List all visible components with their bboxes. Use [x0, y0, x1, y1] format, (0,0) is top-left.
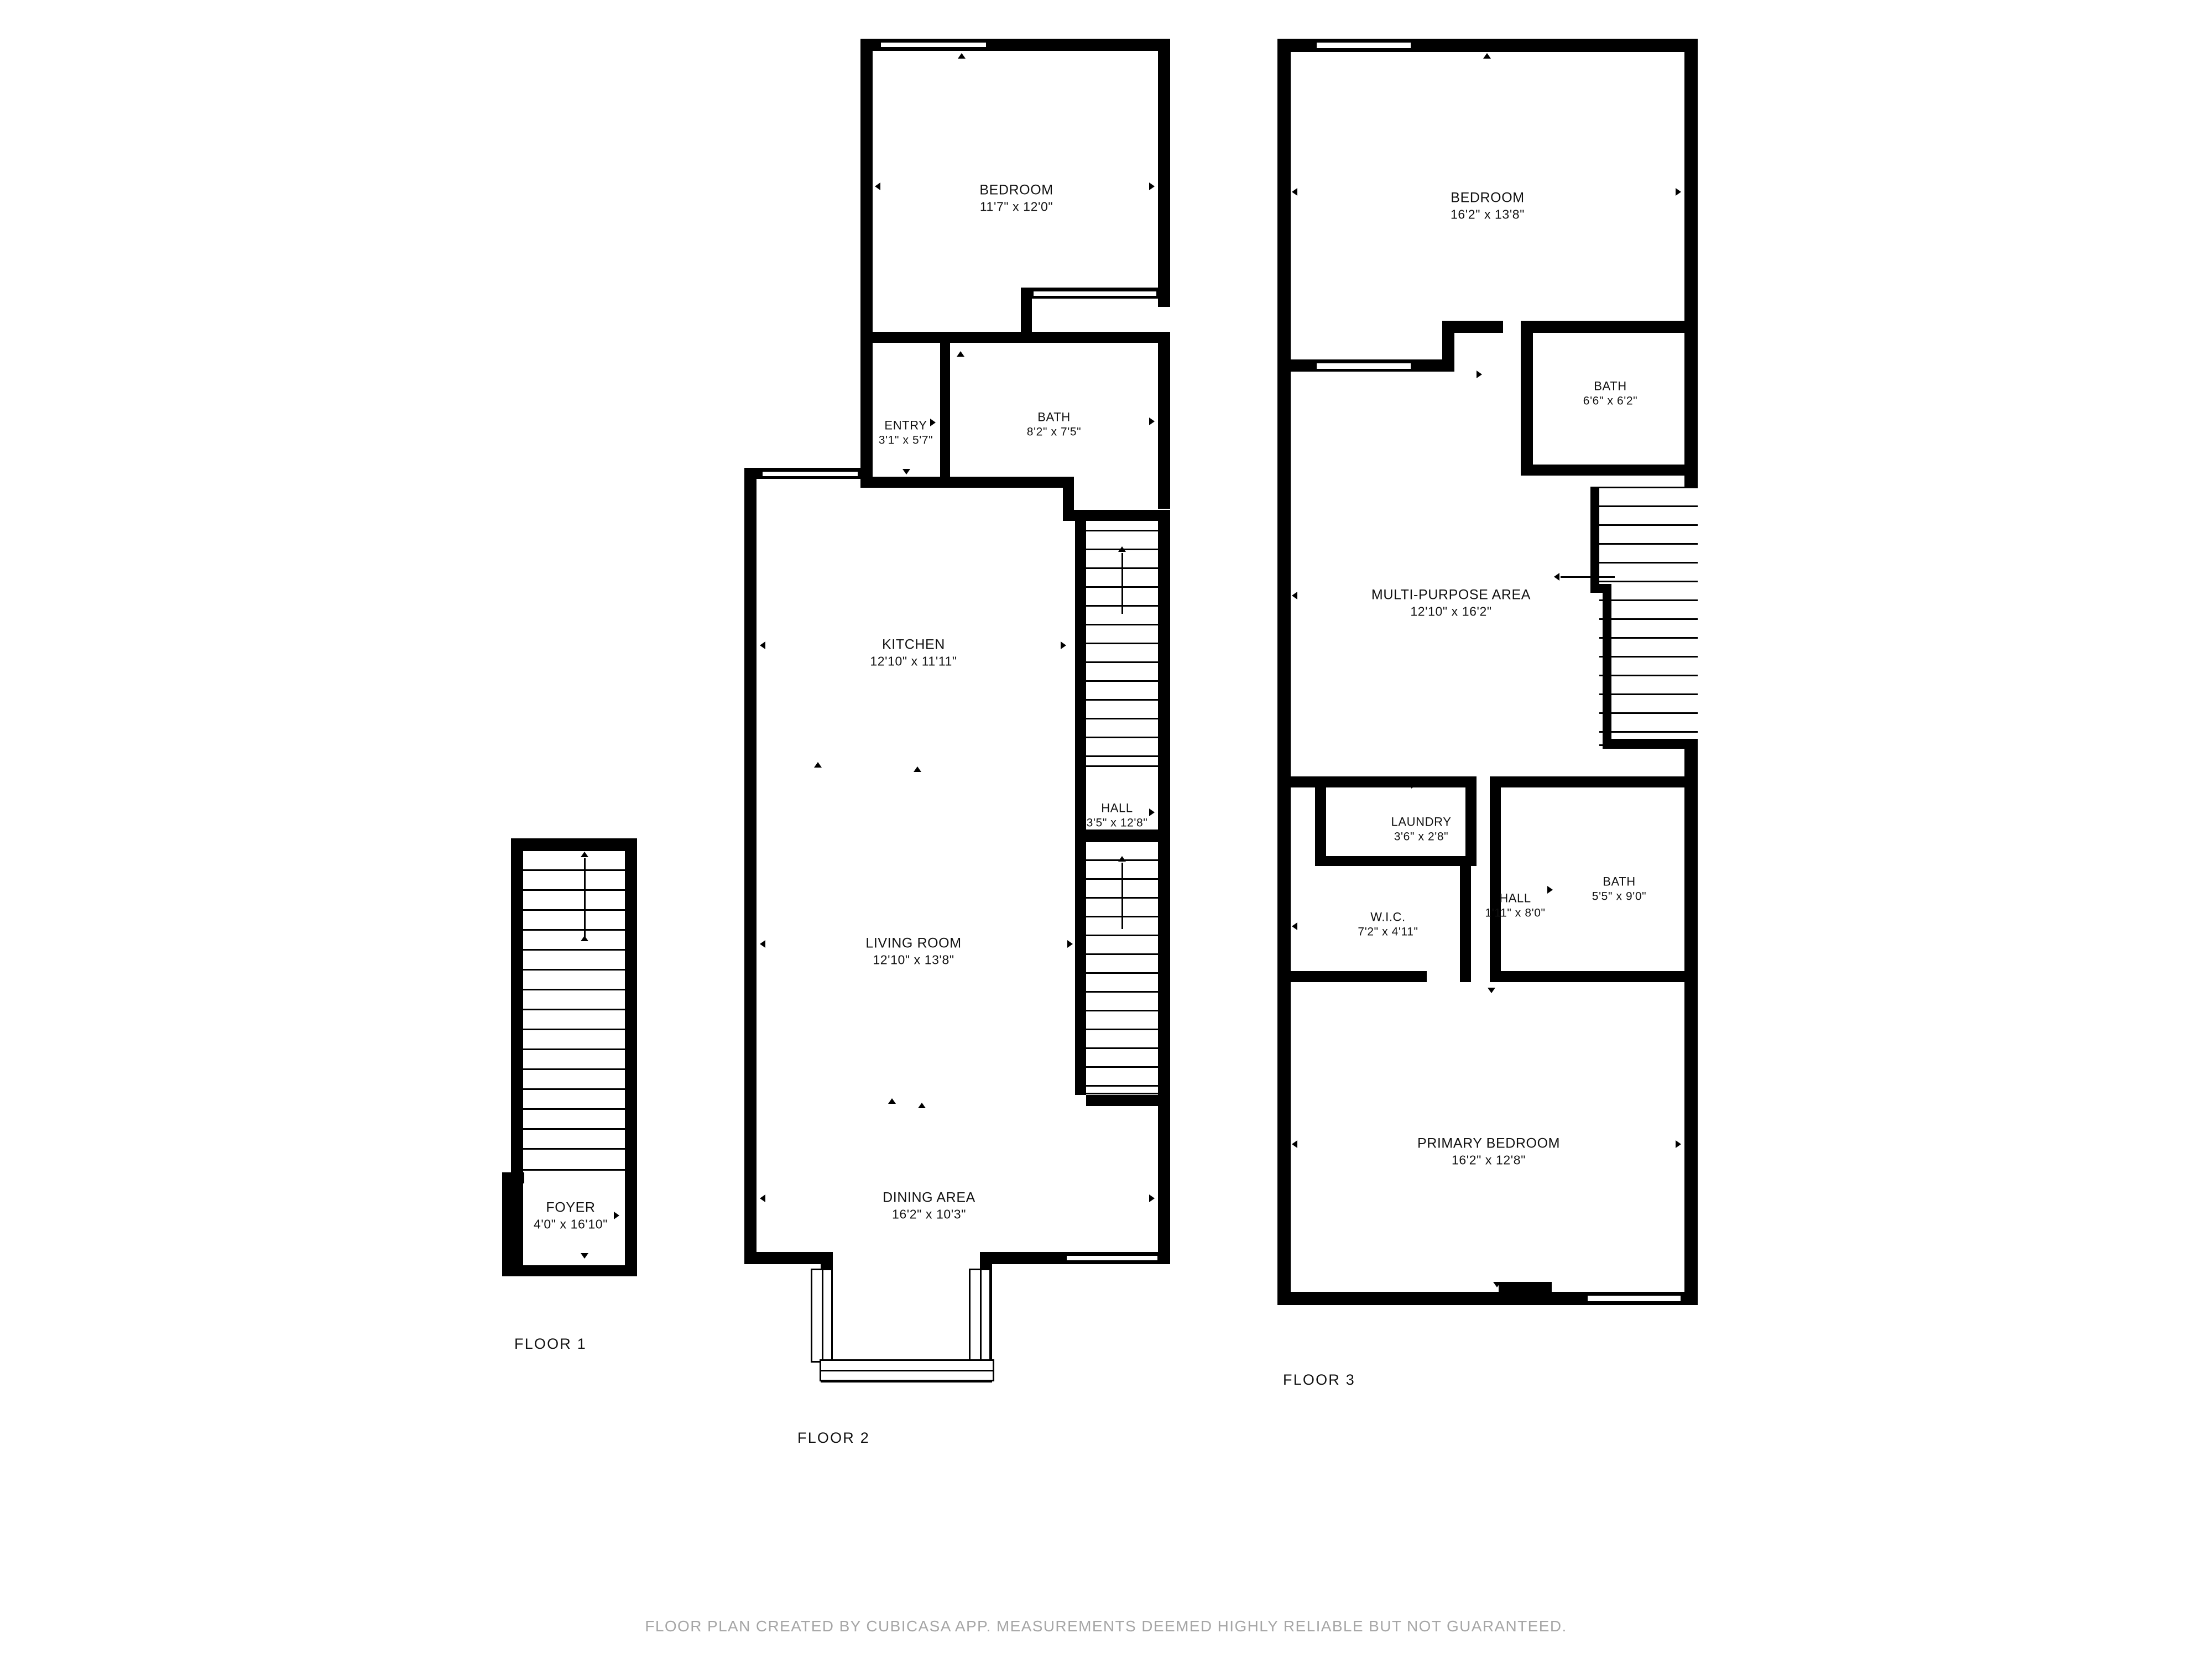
stair-direction-arrow [1121, 863, 1123, 929]
wall [860, 359, 873, 362]
wall [860, 343, 873, 487]
window [761, 470, 859, 478]
room-dims: 12'10" x 13'8" [873, 952, 954, 967]
dimension-tick [814, 762, 822, 768]
dimension-tick [1149, 1194, 1155, 1202]
room-name: KITCHEN [882, 637, 945, 653]
dimension-tick [760, 1194, 765, 1202]
wall [502, 1172, 524, 1183]
dimension-tick [1676, 1140, 1681, 1148]
dimension-tick [1292, 922, 1297, 930]
wall [1315, 776, 1326, 865]
room-label-kitchen [870, 635, 957, 669]
wall [1277, 971, 1427, 982]
dimension-tick [1061, 641, 1066, 649]
room-label-entry-f2 [879, 418, 933, 448]
dimension-tick [1149, 182, 1155, 190]
stair-direction-arrow-head [1118, 856, 1126, 862]
room-name: HALL [1499, 891, 1531, 905]
wall [940, 343, 950, 487]
wall [744, 1252, 833, 1264]
footer-disclaimer: FLOOR PLAN CREATED BY CUBICASA APP. MEASUREMENTS DEEMED HIGHLY RELIABLE BUT NOT GUARANTEED. [645, 1618, 1567, 1635]
room-dims: 16'2" x 13'8" [1451, 207, 1525, 222]
dimension-tick [1149, 418, 1155, 425]
room-name: PRIMARY BEDROOM [1417, 1135, 1561, 1151]
dimension-tick [1292, 1140, 1297, 1148]
room-label-bath-lower-f3 [1592, 874, 1646, 904]
wall [744, 468, 757, 1264]
room-label-wic [1358, 909, 1418, 940]
wall [1460, 866, 1471, 982]
dimension-tick [1292, 592, 1297, 599]
wall [860, 39, 873, 343]
wall [954, 332, 1170, 343]
room-name: BEDROOM [1451, 190, 1525, 206]
wall [1315, 856, 1477, 866]
room-name: BATH [1594, 379, 1627, 393]
room-label-primary-bedroom [1417, 1134, 1560, 1168]
stair-direction-arrow-head [1554, 573, 1559, 581]
room-name: BEDROOM [979, 182, 1053, 198]
room-dims: 1'11" x 8'0" [1485, 906, 1546, 920]
dimension-tick [1676, 188, 1681, 196]
room-label-living-room [865, 934, 961, 968]
dimension-tick [1149, 808, 1155, 816]
wall [502, 1265, 637, 1276]
wall [940, 477, 1073, 488]
dimension-tick [1547, 886, 1553, 894]
dimension-tick [1411, 781, 1417, 789]
wall [1603, 584, 1611, 748]
room-dims: 3'5" x 12'8" [1086, 816, 1148, 830]
wall [511, 838, 637, 849]
wall [1086, 830, 1170, 841]
room-name: MULTI-PURPOSE AREA [1371, 587, 1531, 603]
stair-direction-arrow [1121, 553, 1123, 614]
wall [1277, 776, 1477, 787]
window-mullion [820, 1370, 994, 1371]
window [1315, 362, 1412, 371]
window [879, 41, 988, 49]
wall [1158, 520, 1170, 1263]
dimension-tick [760, 940, 765, 948]
room-label-bath-upper-f3 [1583, 378, 1637, 409]
room-label-hall-f2 [1087, 800, 1148, 831]
dimension-tick [614, 1212, 619, 1219]
room-label-dining-area [883, 1188, 975, 1222]
wall [1521, 321, 1698, 333]
room-dims: 16'2" x 10'3" [892, 1207, 966, 1222]
dimension-tick [1477, 371, 1482, 378]
wall [502, 1172, 513, 1267]
room-label-hall-f3 [1485, 890, 1545, 921]
dimension-tick [902, 469, 910, 474]
wall [1086, 1095, 1170, 1106]
wall [1063, 510, 1170, 521]
dimension-tick [514, 1212, 520, 1219]
room-dims: 11'7" x 12'0" [979, 199, 1053, 214]
wall [860, 477, 951, 488]
room-dims: 3'6" x 2'8" [1394, 830, 1449, 843]
stair-direction-arrow-head [1118, 546, 1126, 552]
room-dims: 6'6" x 6'2" [1583, 394, 1638, 408]
stair-direction-arrow [1561, 576, 1615, 578]
dimension-tick [918, 1103, 926, 1108]
wall [1075, 520, 1086, 1095]
wall [860, 332, 954, 343]
room-name: LIVING ROOM [865, 935, 962, 951]
room-name: W.I.C. [1370, 910, 1406, 924]
staircase [523, 849, 625, 1172]
room-name: BATH [1037, 410, 1071, 424]
dimension-tick [875, 182, 880, 190]
wall [1465, 776, 1477, 865]
wall [1442, 321, 1503, 333]
room-dims: 4'0" x 16'10" [534, 1217, 608, 1232]
dimension-tick [930, 419, 936, 426]
wall [1499, 1282, 1552, 1305]
room-dims: 16'2" x 12'8" [1452, 1152, 1526, 1167]
wall [1277, 39, 1291, 1305]
window-mullion [822, 1269, 823, 1363]
wall [1521, 465, 1698, 476]
wall [1490, 776, 1698, 787]
wall [1521, 321, 1533, 476]
window [1032, 290, 1158, 298]
room-dims: 12'10" x 11'11" [870, 654, 957, 669]
dimension-tick [1067, 940, 1073, 948]
dimension-tick [581, 936, 588, 941]
wall [1603, 739, 1698, 749]
dimension-tick [1488, 988, 1495, 993]
dimension-tick [957, 351, 964, 357]
dimension-tick [888, 1098, 896, 1104]
dimension-tick [1483, 53, 1491, 59]
room-name: LAUNDRY [1391, 815, 1452, 829]
wall [1490, 971, 1698, 982]
room-name: FOYER [546, 1199, 596, 1215]
room-label-laundry [1391, 814, 1452, 844]
dimension-tick [581, 1253, 588, 1259]
room-label-bedroom-f2 [979, 181, 1053, 215]
room-label-bath-f2 [1027, 409, 1081, 440]
stair-direction-arrow [584, 858, 586, 941]
dimension-tick [865, 419, 870, 426]
staircase-f3 [1599, 487, 1698, 747]
room-label-foyer [534, 1198, 608, 1232]
wall [625, 838, 637, 1275]
room-dims: 8'2" x 7'5" [1026, 425, 1082, 439]
room-label-multi-purpose [1371, 586, 1531, 619]
room-name: ENTRY [884, 418, 927, 432]
room-dims: 5'5" x 9'0" [1592, 890, 1647, 903]
wall [1490, 776, 1501, 980]
room-dims: 3'1" x 5'7" [878, 434, 933, 447]
floor-caption-1: FLOOR 1 [514, 1335, 587, 1352]
wall [1158, 343, 1170, 509]
room-name: BATH [1603, 874, 1636, 889]
room-dims: 7'2" x 4'11" [1358, 925, 1418, 938]
dimension-tick [760, 641, 765, 649]
dimension-tick [914, 766, 921, 772]
wall [1158, 39, 1170, 307]
stair-direction-arrow-head [581, 852, 588, 857]
window [1586, 1294, 1682, 1303]
room-dims: 12'10" x 16'2" [1410, 604, 1492, 619]
room-name: DINING AREA [883, 1190, 975, 1206]
room-name: HALL [1101, 801, 1133, 815]
floor-caption-2: FLOOR 2 [797, 1430, 870, 1446]
dimension-tick [1292, 188, 1297, 196]
window-mullion [980, 1269, 982, 1363]
window [1065, 1254, 1159, 1262]
dimension-tick [958, 53, 966, 59]
floor-caption-3: FLOOR 3 [1283, 1371, 1355, 1388]
window [1315, 41, 1412, 50]
room-label-bedroom-f3 [1451, 189, 1525, 222]
